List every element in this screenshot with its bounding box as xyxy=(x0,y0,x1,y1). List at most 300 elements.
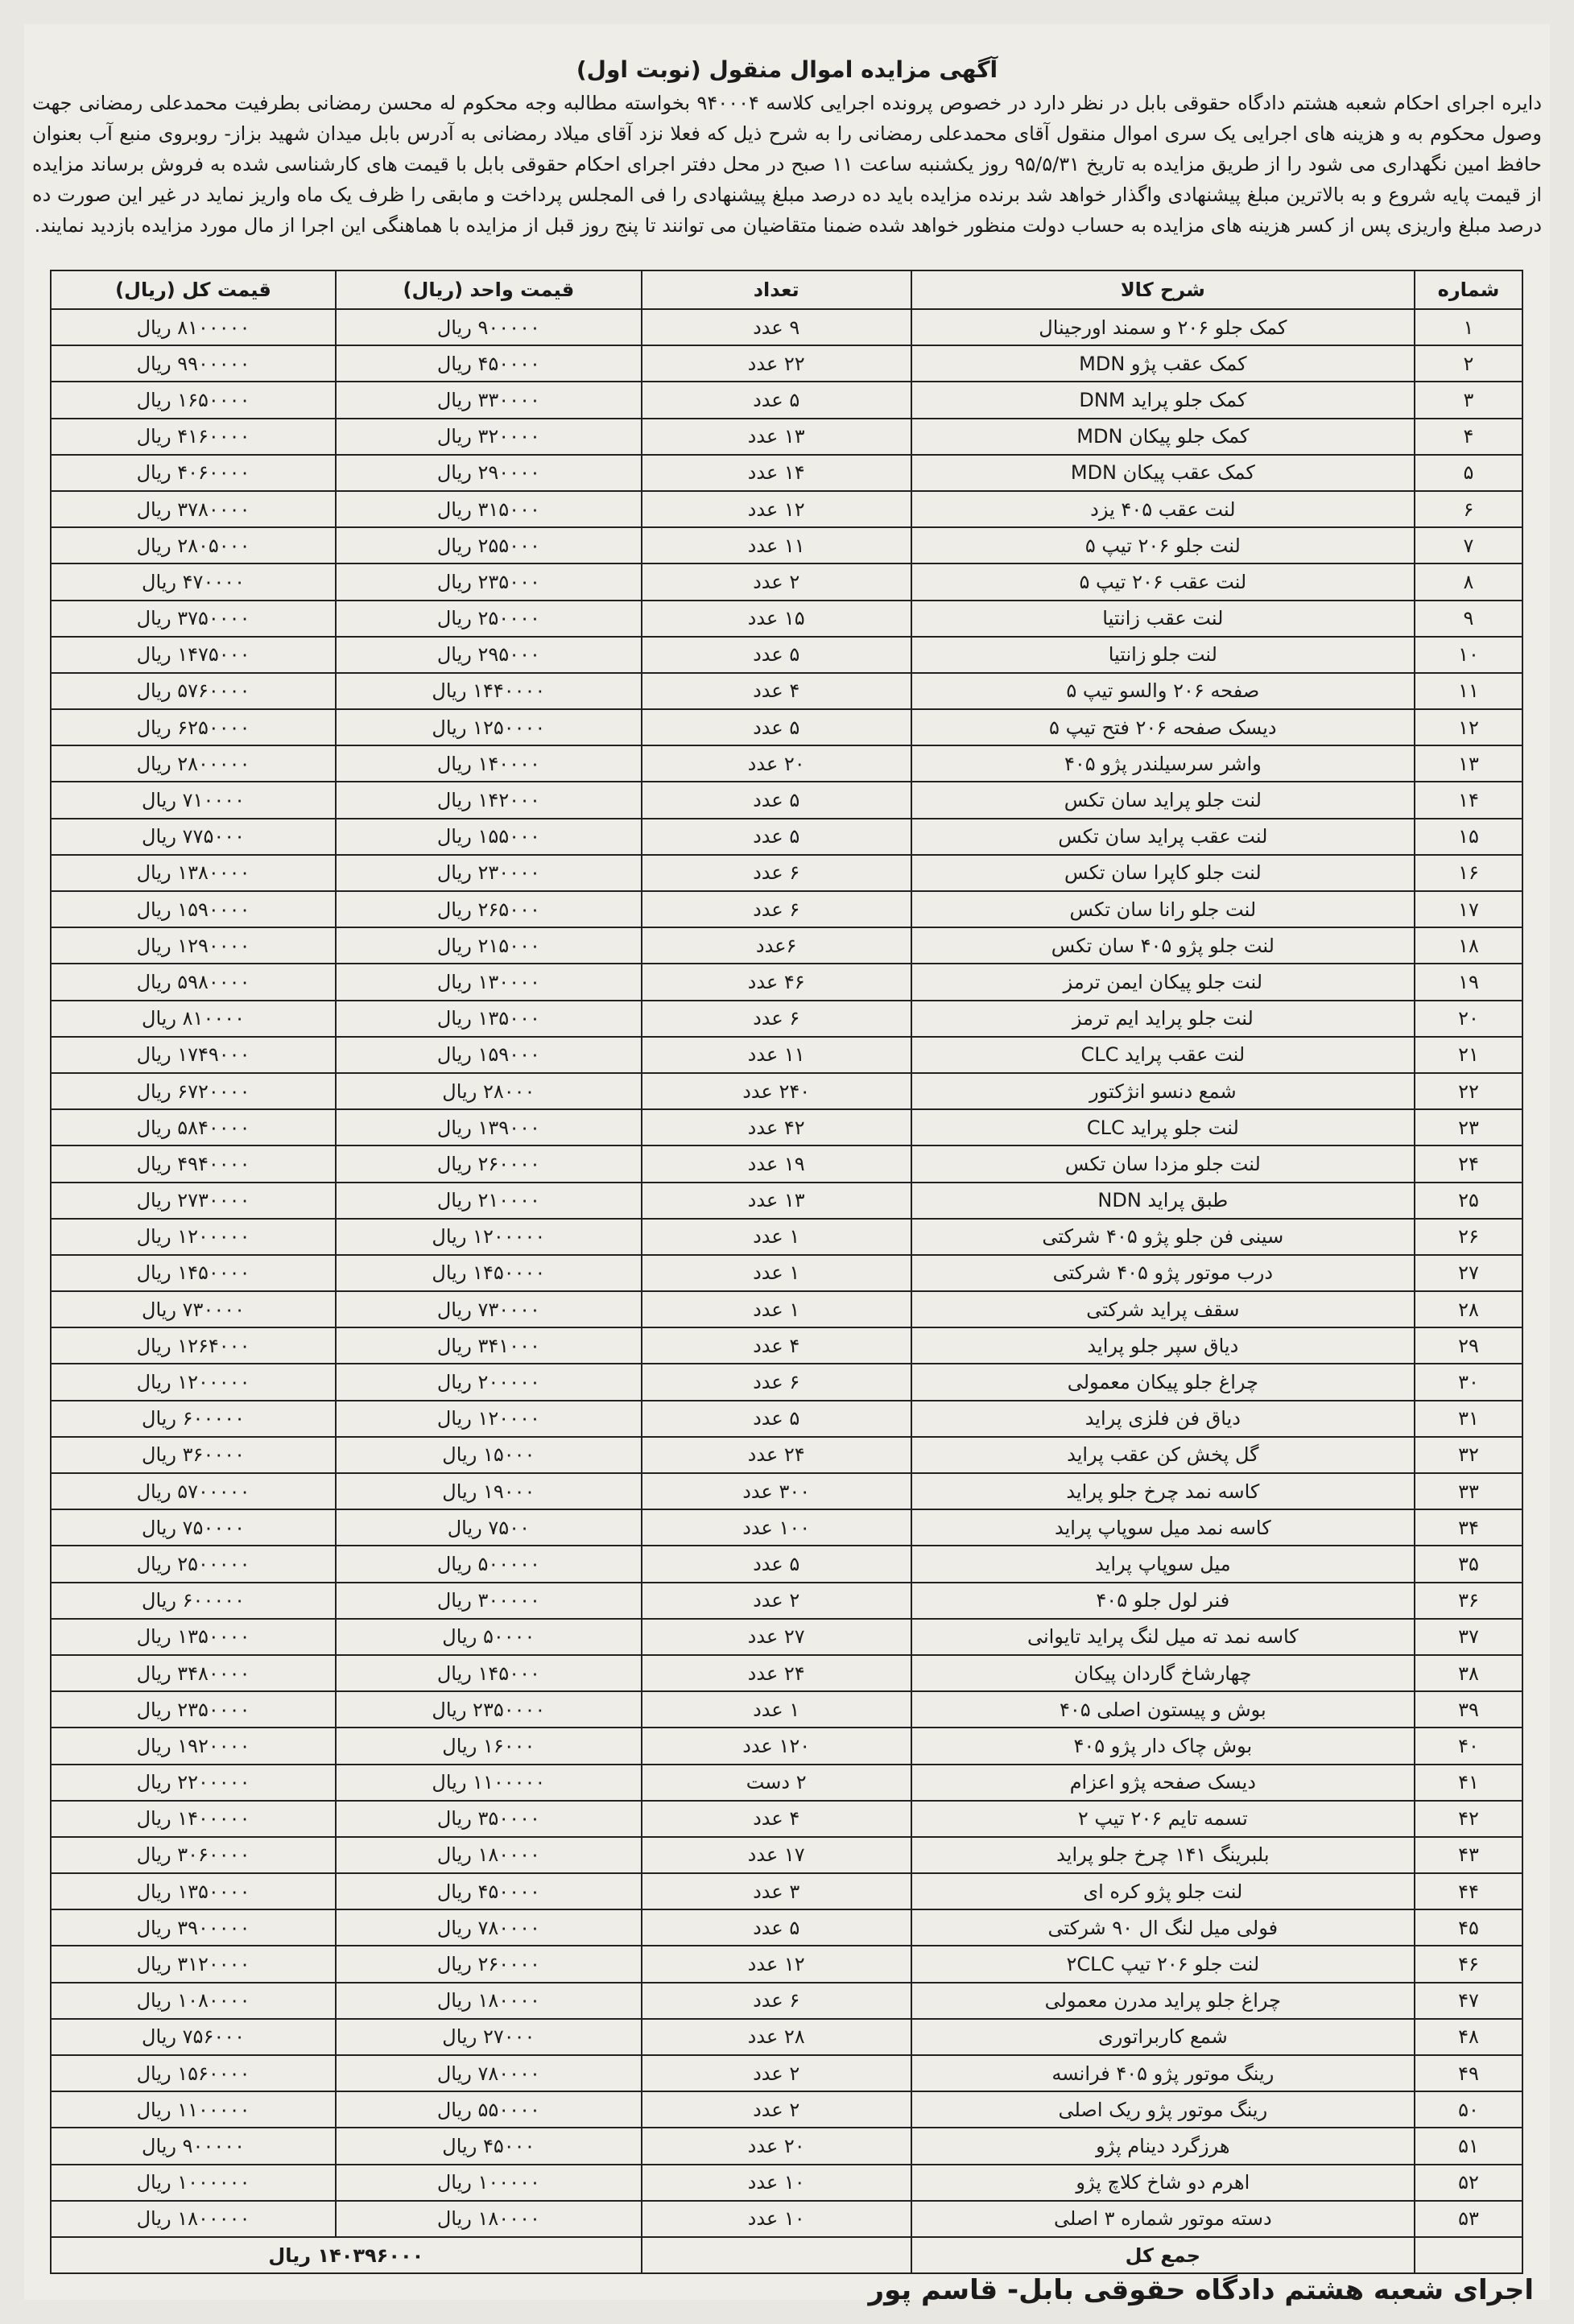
row-unit-price: ۳۳۰۰۰۰ ریال xyxy=(336,382,642,418)
row-quantity: ۲ عدد xyxy=(642,1583,911,1619)
row-number: ۲۷ xyxy=(1415,1255,1522,1291)
row-quantity: ۵ عدد xyxy=(642,1546,911,1582)
row-quantity: ۱۱ عدد xyxy=(642,1037,911,1073)
row-unit-price: ۷۳۰۰۰۰ ریال xyxy=(336,1291,642,1327)
row-description: چراغ جلو پیکان معمولی xyxy=(911,1364,1415,1400)
row-unit-price: ۱۵۹۰۰۰ ریال xyxy=(336,1037,642,1073)
table-row xyxy=(51,709,1522,745)
row-quantity: ۲۰ عدد xyxy=(642,2128,911,2164)
row-number: ۵۰ xyxy=(1415,2091,1522,2128)
row-description: گل پخش کن عقب پراید xyxy=(911,1437,1415,1473)
row-unit-price: ۱۳۹۰۰۰ ریال xyxy=(336,1109,642,1145)
row-total-price: ۴۷۰۰۰۰ ریال xyxy=(51,563,336,600)
row-unit-price: ۳۲۰۰۰۰ ریال xyxy=(336,419,642,455)
row-unit-price: ۱۴۰۰۰۰ ریال xyxy=(336,745,642,782)
row-quantity: ۱۰ عدد xyxy=(642,2201,911,2237)
row-description: واشر سرسیلندر پژو ۴۰۵ xyxy=(911,745,1415,782)
row-total-price: ۱۲۰۰۰۰۰ ریال xyxy=(51,1219,336,1255)
row-quantity: ۲ عدد xyxy=(642,2091,911,2128)
row-quantity: ۹ عدد xyxy=(642,309,911,345)
row-total-price: ۴۱۶۰۰۰۰ ریال xyxy=(51,419,336,455)
row-number: ۴۰ xyxy=(1415,1728,1522,1764)
row-number: ۲۳ xyxy=(1415,1109,1522,1145)
row-total-price: ۷۱۰۰۰۰ ریال xyxy=(51,782,336,818)
row-total-price: ۸۱۰۰۰۰ ریال xyxy=(51,1001,336,1037)
row-total-price: ۱۴۷۵۰۰۰ ریال xyxy=(51,637,336,673)
row-quantity: ۶ عدد xyxy=(642,1364,911,1400)
row-unit-price: ۲۵۵۰۰۰ ریال xyxy=(336,527,642,563)
row-quantity: ۳ عدد xyxy=(642,1873,911,1909)
row-quantity: ۲ دست xyxy=(642,1765,911,1801)
row-quantity: ۴ عدد xyxy=(642,673,911,709)
row-quantity: ۵ عدد xyxy=(642,637,911,673)
table-row xyxy=(51,419,1522,455)
row-total-price: ۱۸۰۰۰۰۰ ریال xyxy=(51,2201,336,2237)
header-number: شماره xyxy=(1415,270,1522,309)
table-row xyxy=(51,2128,1522,2164)
table-row xyxy=(51,1983,1522,2019)
row-total-price: ۹۰۰۰۰۰ ریال xyxy=(51,2128,336,2164)
row-quantity: ۱۴ عدد xyxy=(642,455,911,491)
row-quantity: ۵ عدد xyxy=(642,382,911,418)
row-description: کمک جلو پیکان MDN xyxy=(911,419,1415,455)
table-row xyxy=(51,1255,1522,1291)
row-total-price: ۸۱۰۰۰۰۰ ریال xyxy=(51,309,336,345)
row-description: دیسک صفحه ۲۰۶ فتح تیپ ۵ xyxy=(911,709,1415,745)
row-unit-price: ۲۰۰۰۰۰ ریال xyxy=(336,1364,642,1400)
row-quantity: ۲۴ عدد xyxy=(642,1437,911,1473)
row-number: ۱۵ xyxy=(1415,819,1522,855)
row-quantity: ۱۳ عدد xyxy=(642,419,911,455)
row-description: لنت جلو پژو ۴۰۵ سان تکس xyxy=(911,927,1415,964)
row-number: ۴۵ xyxy=(1415,1909,1522,1946)
row-number: ۲۱ xyxy=(1415,1037,1522,1073)
table-body xyxy=(51,309,1522,2237)
header-description: شرح کالا xyxy=(911,270,1415,309)
row-quantity: ۲ عدد xyxy=(642,2055,911,2091)
row-description: چراغ جلو پراید مدرن معمولی xyxy=(911,1983,1415,2019)
row-unit-price: ۲۶۰۰۰۰ ریال xyxy=(336,1145,642,1182)
row-quantity: ۶ عدد xyxy=(642,855,911,891)
row-number: ۴۴ xyxy=(1415,1873,1522,1909)
row-description: لنت عقب پراید CLC xyxy=(911,1037,1415,1073)
header-quantity: تعداد xyxy=(642,270,911,309)
row-description: کمک جلو ۲۰۶ و سمند اورجینال xyxy=(911,309,1415,345)
row-total-price: ۷۳۰۰۰۰ ریال xyxy=(51,1291,336,1327)
row-number: ۴۷ xyxy=(1415,1983,1522,2019)
table-row xyxy=(51,455,1522,491)
row-number: ۳۵ xyxy=(1415,1546,1522,1582)
row-unit-price: ۲۵۰۰۰۰ ریال xyxy=(336,601,642,637)
row-quantity: ۶ عدد xyxy=(642,1983,911,2019)
row-description: فولی میل لنگ ال ۹۰ شرکتی xyxy=(911,1909,1415,1946)
row-number: ۲۴ xyxy=(1415,1145,1522,1182)
row-total-price: ۶۷۲۰۰۰۰ ریال xyxy=(51,1073,336,1109)
row-description: لنت عقب زانتیا xyxy=(911,601,1415,637)
row-description: لنت جلو پژو کره ای xyxy=(911,1873,1415,1909)
row-total-price: ۲۲۰۰۰۰۰ ریال xyxy=(51,1765,336,1801)
row-number: ۱۳ xyxy=(1415,745,1522,782)
row-description: لنت جلو پراید سان تکس xyxy=(911,782,1415,818)
row-unit-price: ۲۱۵۰۰۰ ریال xyxy=(336,927,642,964)
row-number: ۳۱ xyxy=(1415,1401,1522,1437)
row-total-price: ۱۹۲۰۰۰۰ ریال xyxy=(51,1728,336,1764)
row-total-price: ۳۷۸۰۰۰۰ ریال xyxy=(51,491,336,527)
table-row xyxy=(51,1765,1522,1801)
row-quantity: ۱۰۰ عدد xyxy=(642,1509,911,1546)
row-unit-price: ۳۱۵۰۰۰ ریال xyxy=(336,491,642,527)
sum-row xyxy=(51,2237,1522,2273)
row-description: سینی فن جلو پژو ۴۰۵ شرکتی xyxy=(911,1219,1415,1255)
row-number: ۱۷ xyxy=(1415,891,1522,927)
table-row xyxy=(51,1691,1522,1728)
row-quantity: ۴ عدد xyxy=(642,1801,911,1837)
row-description: سقف پراید شرکتی xyxy=(911,1291,1415,1327)
table-row xyxy=(51,527,1522,563)
row-number: ۱۴ xyxy=(1415,782,1522,818)
table-row xyxy=(51,1837,1522,1873)
row-description: بوش چاک دار پژو ۴۰۵ xyxy=(911,1728,1415,1764)
row-total-price: ۳۷۵۰۰۰۰ ریال xyxy=(51,601,336,637)
row-unit-price: ۲۶۰۰۰۰ ریال xyxy=(336,1946,642,1982)
row-unit-price: ۱۲۰۰۰۰۰ ریال xyxy=(336,1219,642,1255)
row-number: ۳ xyxy=(1415,382,1522,418)
row-quantity: ۶عدد xyxy=(642,927,911,964)
row-description: لنت عقب ۲۰۶ تیپ ۵ xyxy=(911,563,1415,600)
row-quantity: ۲۲ عدد xyxy=(642,345,911,382)
row-total-price: ۳۴۸۰۰۰۰ ریال xyxy=(51,1655,336,1691)
row-number: ۱۸ xyxy=(1415,927,1522,964)
row-total-price: ۹۹۰۰۰۰۰ ریال xyxy=(51,345,336,382)
table-row xyxy=(51,1473,1522,1509)
row-unit-price: ۱۵۰۰۰ ریال xyxy=(336,1437,642,1473)
row-unit-price: ۳۵۰۰۰۰ ریال xyxy=(336,1801,642,1837)
row-description: هرزگرد دینام پژو xyxy=(911,2128,1415,2164)
row-description: صفحه ۲۰۶ والسو تیپ ۵ xyxy=(911,673,1415,709)
row-description: لنت جلو پیکان ایمن ترمز xyxy=(911,964,1415,1000)
row-number: ۴۹ xyxy=(1415,2055,1522,2091)
row-number: ۱۹ xyxy=(1415,964,1522,1000)
row-description: دیاق سپر جلو پراید xyxy=(911,1327,1415,1364)
row-total-price: ۲۵۰۰۰۰۰ ریال xyxy=(51,1546,336,1582)
row-description: کمک عقب پژو MDN xyxy=(911,345,1415,382)
row-unit-price: ۲۷۰۰۰ ریال xyxy=(336,2019,642,2055)
table-row xyxy=(51,1946,1522,1982)
notice-body: دایره اجرای احکام شعبه هشتم دادگاه حقوقی بابل در نظر دارد در خصوص پرونده اجرایی کلاسه ۹۴۰۰۰۴ بخواسته مطالبه وجه محکوم له محسن رمضانی بطرفیت محمدعلی رمضانی جهت وصول محکوم به و هزینه های اجرایی یک سری اموال منقول آقای محمدعلی رمضانی را به شرح ذیل که فعلا نزد آقای میلاد رمضانی به آدرس بابل میدان شهید بزاز- روبروی منبع آب بعنوان حافظ امین نگهداری می شود را از طریق مزایده به تاریخ ۹۵/۵/۳۱ روز یکشنبه ساعت ۱۱ صبح در محل دفتر اجرای احکام حقوقی بابل با قیمت های کارشناسی شده به فروش برساند مزایده از قیمت پایه شروع و به بالاترین مبلغ پیشنهادی واگذار خواهد شد برنده مزایده باید ده درصد مبلغ پیشنهادی را فی المجلس پرداخت و مابقی را ظرف یک ماه واریز نماید در غیر این صورت ده درصد مبلغ واریزی پس از کسر هزینه های مزایده به حساب دولت منظور خواهد شده ضمنا متقاضیان می توانند تا پنج روز قبل از مزایده با هماهنگی این اجرا از مال مورد مزایده بازدید نمایند. xyxy=(32,92,1543,237)
row-total-price: ۵۷۶۰۰۰۰ ریال xyxy=(51,673,336,709)
row-description: لنت جلو پراید ایم ترمز xyxy=(911,1001,1415,1037)
row-total-price: ۴۹۴۰۰۰۰ ریال xyxy=(51,1145,336,1182)
row-quantity: ۱ عدد xyxy=(642,1219,911,1255)
table-row xyxy=(51,2165,1522,2201)
row-quantity: ۲۷ عدد xyxy=(642,1619,911,1655)
row-description: لنت جلو پراید CLC xyxy=(911,1109,1415,1145)
table-row xyxy=(51,601,1522,637)
row-description: کمک جلو پراید DNM xyxy=(911,382,1415,418)
row-unit-price: ۲۳۰۰۰۰ ریال xyxy=(336,855,642,891)
row-description: لنت جلو رانا سان تکس xyxy=(911,891,1415,927)
notice-page xyxy=(24,24,1550,2306)
table-row xyxy=(51,1219,1522,1255)
row-quantity: ۱ عدد xyxy=(642,1291,911,1327)
row-quantity: ۲۰ عدد xyxy=(642,745,911,782)
row-number: ۴۸ xyxy=(1415,2019,1522,2055)
row-quantity: ۲۴۰ عدد xyxy=(642,1073,911,1109)
row-quantity: ۵ عدد xyxy=(642,819,911,855)
row-description: بلبرینگ ۱۴۱ چرخ جلو پراید xyxy=(911,1837,1415,1873)
table-row xyxy=(51,1873,1522,1909)
row-description: لنت جلو ۲۰۶ تیپ ۲CLC xyxy=(911,1946,1415,1982)
row-total-price: ۶۲۵۰۰۰۰ ریال xyxy=(51,709,336,745)
row-number: ۲۶ xyxy=(1415,1219,1522,1255)
row-description: لنت عقب پراید سان تکس xyxy=(911,819,1415,855)
row-number: ۲۲ xyxy=(1415,1073,1522,1109)
row-unit-price: ۱۳۵۰۰۰ ریال xyxy=(336,1001,642,1037)
row-unit-price: ۱۱۰۰۰۰۰ ریال xyxy=(336,1765,642,1801)
row-number: ۵۲ xyxy=(1415,2165,1522,2201)
row-quantity: ۱۲ عدد xyxy=(642,1946,911,1982)
notice-title: آگهی مزایده اموال منقول (نوبت اول) xyxy=(576,56,998,83)
row-description: درب موتور پژو ۴۰۵ شرکتی xyxy=(911,1255,1415,1291)
row-unit-price: ۷۸۰۰۰۰ ریال xyxy=(336,2055,642,2091)
row-number: ۴۳ xyxy=(1415,1837,1522,1873)
row-quantity: ۱۱ عدد xyxy=(642,527,911,563)
row-number: ۴ xyxy=(1415,419,1522,455)
table-row xyxy=(51,1509,1522,1546)
row-unit-price: ۹۰۰۰۰۰ ریال xyxy=(336,309,642,345)
table-row xyxy=(51,1364,1522,1400)
row-total-price: ۷۵۶۰۰۰ ریال xyxy=(51,2019,336,2055)
row-unit-price: ۲۳۵۰۰۰۰ ریال xyxy=(336,1691,642,1728)
row-unit-price: ۷۸۰۰۰۰ ریال xyxy=(336,1909,642,1946)
row-number: ۴۱ xyxy=(1415,1765,1522,1801)
row-unit-price: ۱۸۰۰۰۰ ریال xyxy=(336,1837,642,1873)
row-quantity: ۱۰ عدد xyxy=(642,2165,911,2201)
row-unit-price: ۱۲۰۰۰۰ ریال xyxy=(336,1401,642,1437)
row-description: دیسک صفحه پژو اعزام xyxy=(911,1765,1415,1801)
row-unit-price: ۱۰۰۰۰۰ ریال xyxy=(336,2165,642,2201)
row-total-price: ۲۸۰۵۰۰۰ ریال xyxy=(51,527,336,563)
row-total-price: ۵۹۸۰۰۰۰ ریال xyxy=(51,964,336,1000)
row-total-price: ۱۲۶۴۰۰۰ ریال xyxy=(51,1327,336,1364)
row-unit-price: ۱۶۰۰۰ ریال xyxy=(336,1728,642,1764)
items-table xyxy=(50,270,1523,2274)
table-row xyxy=(51,1109,1522,1145)
row-unit-price: ۱۳۰۰۰۰ ریال xyxy=(336,964,642,1000)
row-number: ۳۹ xyxy=(1415,1691,1522,1728)
table-row xyxy=(51,1037,1522,1073)
table-row xyxy=(51,2055,1522,2091)
row-unit-price: ۳۴۱۰۰۰ ریال xyxy=(336,1327,642,1364)
row-total-price: ۱۴۵۰۰۰۰ ریال xyxy=(51,1255,336,1291)
row-unit-price: ۱۴۴۰۰۰۰ ریال xyxy=(336,673,642,709)
row-unit-price: ۷۵۰۰ ریال xyxy=(336,1509,642,1546)
row-number: ۵۳ xyxy=(1415,2201,1522,2237)
row-unit-price: ۵۰۰۰۰۰ ریال xyxy=(336,1546,642,1582)
row-quantity: ۴۶ عدد xyxy=(642,964,911,1000)
row-number: ۱ xyxy=(1415,309,1522,345)
row-quantity: ۱ عدد xyxy=(642,1255,911,1291)
row-description: لنت جلو مزدا سان تکس xyxy=(911,1145,1415,1182)
row-description: کمک عقب پیکان MDN xyxy=(911,455,1415,491)
row-unit-price: ۱۹۰۰۰ ریال xyxy=(336,1473,642,1509)
table-row xyxy=(51,563,1522,600)
table-row xyxy=(51,782,1522,818)
row-total-price: ۱۳۵۰۰۰۰ ریال xyxy=(51,1619,336,1655)
row-total-price: ۱۱۰۰۰۰۰ ریال xyxy=(51,2091,336,2128)
row-quantity: ۱۲ عدد xyxy=(642,491,911,527)
row-description: میل سوپاپ پراید xyxy=(911,1546,1415,1582)
row-number: ۱۶ xyxy=(1415,855,1522,891)
table-row xyxy=(51,637,1522,673)
sum-label: جمع کل xyxy=(911,2237,1415,2273)
row-unit-price: ۵۰۰۰۰ ریال xyxy=(336,1619,642,1655)
row-quantity: ۳۰۰ عدد xyxy=(642,1473,911,1509)
row-description: کاسه نمد ته میل لنگ پراید تایوانی xyxy=(911,1619,1415,1655)
row-total-price: ۳۹۰۰۰۰۰ ریال xyxy=(51,1909,336,1946)
row-quantity: ۲۸ عدد xyxy=(642,2019,911,2055)
table-row xyxy=(51,1327,1522,1364)
table-row xyxy=(51,745,1522,782)
row-total-price: ۳۶۰۰۰۰ ریال xyxy=(51,1437,336,1473)
table-row xyxy=(51,2019,1522,2055)
row-unit-price: ۴۵۰۰۰ ریال xyxy=(336,2128,642,2164)
row-quantity: ۲۴ عدد xyxy=(642,1655,911,1691)
table-row xyxy=(51,855,1522,891)
row-description: رینگ موتور پژو ریک اصلی xyxy=(911,2091,1415,2128)
row-number: ۸ xyxy=(1415,563,1522,600)
row-total-price: ۳۱۲۰۰۰۰ ریال xyxy=(51,1946,336,1982)
row-unit-price: ۴۵۰۰۰۰ ریال xyxy=(336,1873,642,1909)
table-row xyxy=(51,1401,1522,1437)
row-unit-price: ۱۸۰۰۰۰ ریال xyxy=(336,1983,642,2019)
row-total-price: ۶۰۰۰۰۰ ریال xyxy=(51,1583,336,1619)
row-description: چهارشاخ گاردان پیکان xyxy=(911,1655,1415,1691)
table-row xyxy=(51,1001,1522,1037)
table-row xyxy=(51,1291,1522,1327)
row-total-price: ۱۷۴۹۰۰۰ ریال xyxy=(51,1037,336,1073)
row-number: ۱۱ xyxy=(1415,673,1522,709)
table-row xyxy=(51,1145,1522,1182)
row-unit-price: ۲۱۰۰۰۰ ریال xyxy=(336,1183,642,1219)
row-total-price: ۱۲۹۰۰۰۰ ریال xyxy=(51,927,336,964)
table-row xyxy=(51,673,1522,709)
table-row xyxy=(51,964,1522,1000)
table-row xyxy=(51,891,1522,927)
row-unit-price: ۱۵۵۰۰۰ ریال xyxy=(336,819,642,855)
row-number: ۱۰ xyxy=(1415,637,1522,673)
row-number: ۶ xyxy=(1415,491,1522,527)
row-total-price: ۵۸۴۰۰۰۰ ریال xyxy=(51,1109,336,1145)
table-row xyxy=(51,1728,1522,1764)
row-number: ۳۲ xyxy=(1415,1437,1522,1473)
row-unit-price: ۲۳۵۰۰۰ ریال xyxy=(336,563,642,600)
table-row xyxy=(51,1183,1522,1219)
table-row xyxy=(51,1583,1522,1619)
row-unit-price: ۲۸۰۰۰ ریال xyxy=(336,1073,642,1109)
row-quantity: ۵ عدد xyxy=(642,1909,911,1946)
table-row xyxy=(51,1619,1522,1655)
row-description: لنت عقب ۴۰۵ یزد xyxy=(911,491,1415,527)
row-description: لنت جلو ۲۰۶ تیپ ۵ xyxy=(911,527,1415,563)
row-quantity: ۱۷ عدد xyxy=(642,1837,911,1873)
table-row xyxy=(51,2201,1522,2237)
row-unit-price: ۲۶۵۰۰۰ ریال xyxy=(336,891,642,927)
row-total-price: ۱۰۸۰۰۰۰ ریال xyxy=(51,1983,336,2019)
row-number: ۱۲ xyxy=(1415,709,1522,745)
row-total-price: ۳۰۶۰۰۰۰ ریال xyxy=(51,1837,336,1873)
row-quantity: ۱۵ عدد xyxy=(642,601,911,637)
row-total-price: ۱۲۰۰۰۰۰ ریال xyxy=(51,1364,336,1400)
table-row xyxy=(51,382,1522,418)
table-row xyxy=(51,1073,1522,1109)
row-quantity: ۱۳ عدد xyxy=(642,1183,911,1219)
row-number: ۲۵ xyxy=(1415,1183,1522,1219)
row-unit-price: ۱۴۵۰۰۰۰ ریال xyxy=(336,1255,642,1291)
row-number: ۷ xyxy=(1415,527,1522,563)
table-row xyxy=(51,819,1522,855)
row-quantity: ۱ عدد xyxy=(642,1691,911,1728)
row-unit-price: ۱۴۲۰۰۰ ریال xyxy=(336,782,642,818)
row-number: ۳۸ xyxy=(1415,1655,1522,1691)
row-total-price: ۱۶۵۰۰۰۰ ریال xyxy=(51,382,336,418)
table-row xyxy=(51,2091,1522,2128)
row-total-price: ۱۵۹۰۰۰۰ ریال xyxy=(51,891,336,927)
table-row xyxy=(51,1546,1522,1582)
row-quantity: ۵ عدد xyxy=(642,709,911,745)
table-row xyxy=(51,1437,1522,1473)
row-description: طبق پراید NDN xyxy=(911,1183,1415,1219)
row-description: فنر لول جلو ۴۰۵ xyxy=(911,1583,1415,1619)
row-quantity: ۵ عدد xyxy=(642,782,911,818)
row-number: ۳۰ xyxy=(1415,1364,1522,1400)
row-quantity: ۴ عدد xyxy=(642,1327,911,1364)
row-number: ۲ xyxy=(1415,345,1522,382)
row-number: ۲۰ xyxy=(1415,1001,1522,1037)
row-number: ۳۴ xyxy=(1415,1509,1522,1546)
row-total-price: ۷۵۰۰۰۰ ریال xyxy=(51,1509,336,1546)
row-unit-price: ۲۹۰۰۰۰ ریال xyxy=(336,455,642,491)
row-total-price: ۲۳۵۰۰۰۰ ریال xyxy=(51,1691,336,1728)
row-total-price: ۵۷۰۰۰۰۰ ریال xyxy=(51,1473,336,1509)
row-number: ۴۶ xyxy=(1415,1946,1522,1982)
table-row xyxy=(51,1909,1522,1946)
row-number: ۲۹ xyxy=(1415,1327,1522,1364)
table-row xyxy=(51,1655,1522,1691)
row-number: ۵۱ xyxy=(1415,2128,1522,2164)
row-unit-price: ۱۲۵۰۰۰۰ ریال xyxy=(336,709,642,745)
row-unit-price: ۴۵۰۰۰۰ ریال xyxy=(336,345,642,382)
row-total-price: ۴۰۶۰۰۰۰ ریال xyxy=(51,455,336,491)
table-header-row xyxy=(51,270,1522,309)
row-description: کاسه نمد میل سوپاپ پراید xyxy=(911,1509,1415,1546)
row-unit-price: ۱۸۰۰۰۰ ریال xyxy=(336,2201,642,2237)
header-total-price: قیمت کل (ریال) xyxy=(51,270,336,309)
row-description: اهرم دو شاخ کلاچ پژو xyxy=(911,2165,1415,2201)
row-description: دسته موتور شماره ۳ اصلی xyxy=(911,2201,1415,2237)
row-number: ۹ xyxy=(1415,601,1522,637)
row-number: ۳۳ xyxy=(1415,1473,1522,1509)
row-unit-price: ۱۴۵۰۰۰ ریال xyxy=(336,1655,642,1691)
table-row xyxy=(51,345,1522,382)
row-quantity: ۱۲۰ عدد xyxy=(642,1728,911,1764)
row-total-price: ۲۸۰۰۰۰۰ ریال xyxy=(51,745,336,782)
row-number: ۲۸ xyxy=(1415,1291,1522,1327)
row-description: لنت جلو کاپرا سان تکس xyxy=(911,855,1415,891)
row-unit-price: ۵۵۰۰۰۰ ریال xyxy=(336,2091,642,2128)
row-total-price: ۱۰۰۰۰۰۰ ریال xyxy=(51,2165,336,2201)
row-quantity: ۶ عدد xyxy=(642,1001,911,1037)
